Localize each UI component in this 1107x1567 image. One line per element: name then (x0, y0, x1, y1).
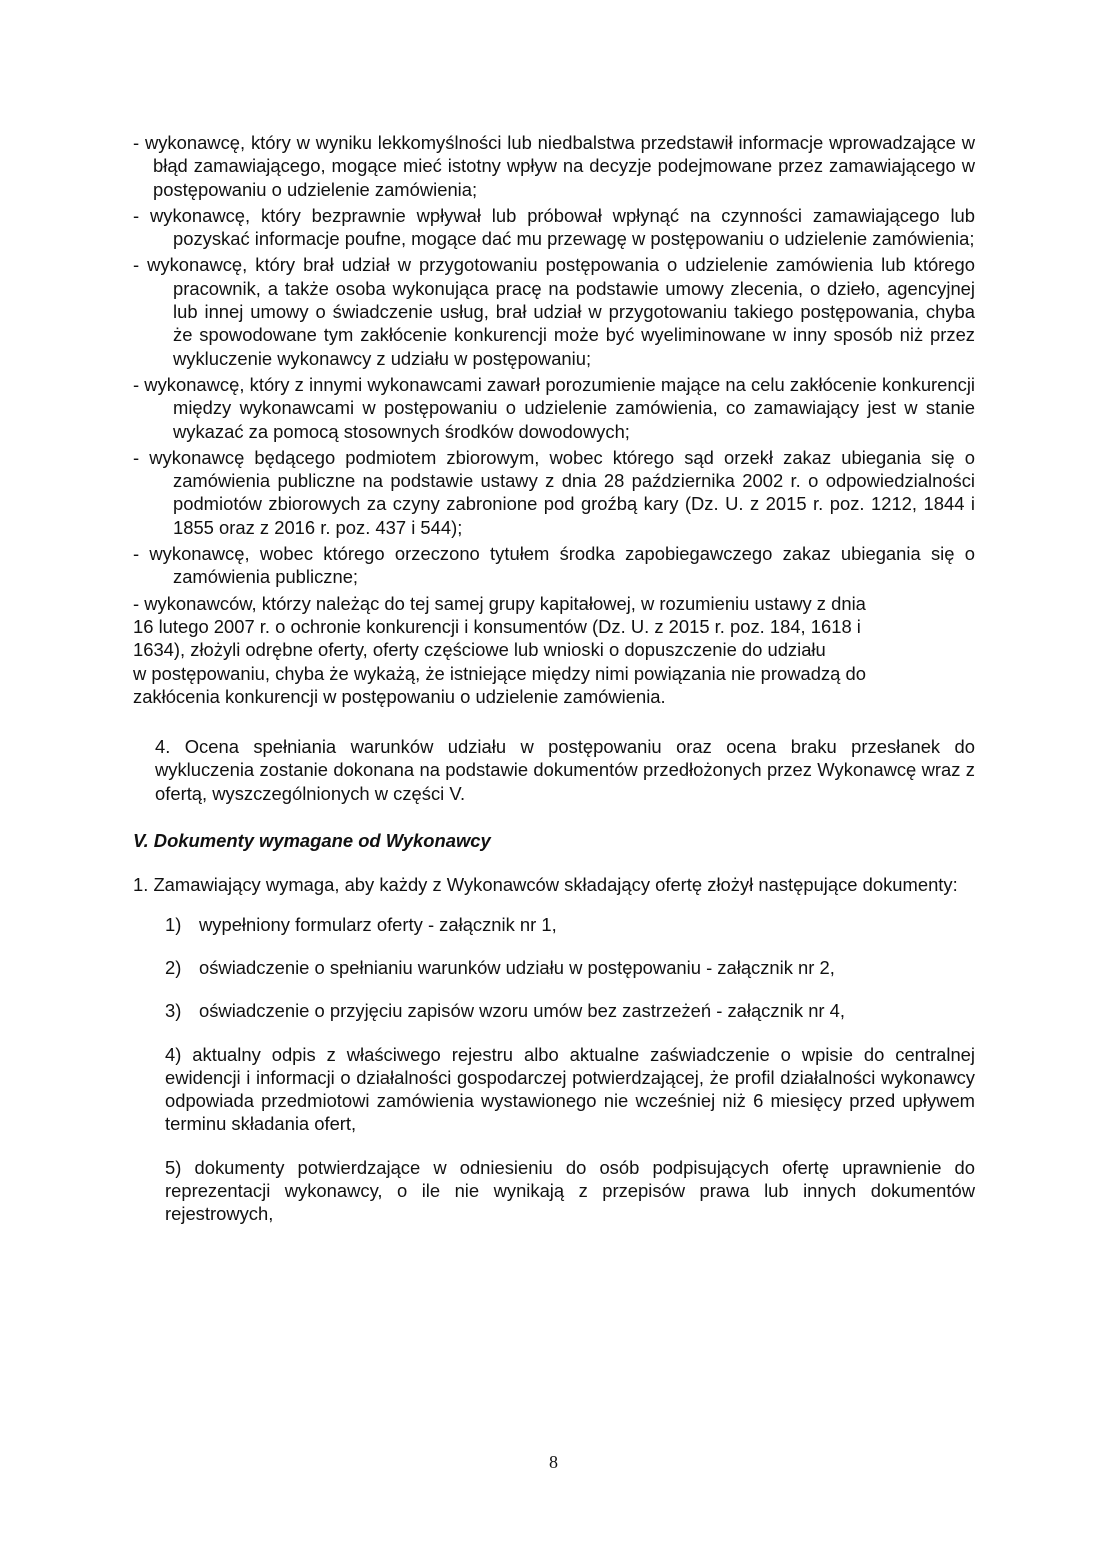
document-item (165, 999, 975, 1022)
assessment-paragraph: 4. Ocena spełniania warunków udziału w postępowaniu oraz ocena braku przesłanek do wykluczenia zostanie dokonana na podstawie dokumentów przedłożonych przez Wykonawcę wraz z ofertą, wyszczególnionych w części V. (155, 736, 975, 804)
document-item (165, 913, 975, 936)
documents-intro: 1. Zamawiający wymaga, aby każdy z Wykonawców składający ofertę złożył następujące dokumenty: (133, 874, 958, 896)
exclusion-item-unlawful-influence: - wykonawcę, który bezprawnie wpływał lub próbował wpłynąć na czynności zamawiającego lub pozyskać informacje poufne, mogące dać mu przewagę w postępowaniu o udzielenie zamówienia; (133, 204, 975, 250)
exclusion-item-misleading-info: - wykonawcę, który w wyniku lekkomyślności lub niedbalstwa przedstawił informacje wprowadzające w błąd zamawiającego, mogące mieć istotny wpływ na decyzje podejmowane przez zamawiającego w postępowaniu o udzielenie zamówienia; (133, 132, 975, 200)
exclusion-item-collective-entity: - wykonawcę będącego podmiotem zbiorowym, wobec którego sąd orzekł zakaz ubiegania się o zamówienia publiczne na podstawie ustawy z dnia 28 października 2002 r. o odpowiedzialności podmiotów zbiorowych za czyny zabronione pod groźbą kary (Dz. U. z 2015 r. poz. 1212, 1844 i 1855 oraz z 2016 r. poz. 437 i 544); (133, 446, 975, 538)
page-number: 8 (549, 1452, 558, 1472)
document-item (165, 1156, 975, 1226)
document-item-text: dokumenty potwierdzające w odniesieniu do osób podpisujących ofertę uprawnienie do reprezentacji wykonawcy, o ile nie wynikają z przepisów prawa lub innych dokumentów rejestrowych, (165, 1156, 975, 1225)
document-item-text: wypełniony formularz oferty - załącznik nr 1, (199, 913, 557, 935)
document-item-number: 2) (165, 956, 182, 978)
document-item-number: 4) (165, 1043, 182, 1065)
exclusion-item-capital-group (133, 592, 975, 708)
capital-group-line: - wykonawców, którzy należąc do tej samej grupy kapitałowej, w rozumieniu ustawy z dnia (133, 592, 866, 614)
exclusion-item-preventive-measure: - wykonawcę, wobec którego orzeczono tytułem środka zapobiegawczego zakaz ubiegania się o zamówienia publiczne; (133, 543, 975, 588)
page-content (133, 131, 975, 1246)
capital-group-line: zakłócenia konkurencji w postępowaniu o udzielenie zamówienia. (133, 685, 666, 707)
document-item (165, 956, 975, 979)
document-item-number: 5) (165, 1156, 182, 1178)
document-item (165, 1043, 975, 1136)
exclusion-item-preparation-participation: - wykonawcę, który brał udział w przygotowaniu postępowania o udzielenie zamówienia lub którego pracownik, a także osoba wykonująca pracę na podstawie umowy zlecenia, o dzieło, agencyjnej lub innej umowy o świadczenie usług, brał udział w przygotowaniu takiego postępowania, chyba że spowodowane tym zakłócenie konkurencji może być wyeliminowane w inny sposób niż przez wykluczenie wykonawcy z udziału w postępowaniu; (133, 254, 975, 369)
exclusion-item-collusion: - wykonawcę, który z innymi wykonawcami zawarł porozumienie mające na celu zakłócenie konkurencji między wykonawcami w postępowaniu o udzielenie zamówienia, co zamawiający jest w stanie wykazać za pomocą stosownych środków dowodowych; (133, 373, 975, 442)
document-item-number: 1) (165, 913, 182, 935)
documents-list (165, 913, 975, 1226)
capital-group-line: w postępowaniu, chyba że wykażą, że istniejące między nimi powiązania nie prowadzą do (133, 662, 866, 684)
capital-group-line: 16 lutego 2007 r. o ochronie konkurencji i konsumentów (Dz. U. z 2015 r. poz. 184, 1618 i (133, 615, 861, 637)
section-heading: V. Dokumenty wymagane od Wykonawcy (133, 830, 491, 852)
document-item-text: oświadczenie o spełnianiu warunków udziału w postępowaniu - załącznik nr 2, (199, 956, 835, 978)
document-item-text: aktualny odpis z właściwego rejestru albo aktualne zaświadczenie o wpisie do centralnej ewidencji i informacji o działalności gospodarczej potwierdzającej, że profil działalności wykonawcy odpowiada przedmiotowi zamówienia wystawionego nie wcześniej niż 6 miesięcy przed upływem terminu składania ofert, (165, 1043, 975, 1135)
capital-group-line: 1634), złożyli odrębne oferty, oferty częściowe lub wnioski o dopuszczenie do udziału (133, 639, 826, 661)
document-item-number: 3) (165, 1000, 182, 1022)
document-item-text: oświadczenie o przyjęciu zapisów wzoru umów bez zastrzeżeń - załącznik nr 4, (199, 1000, 845, 1022)
